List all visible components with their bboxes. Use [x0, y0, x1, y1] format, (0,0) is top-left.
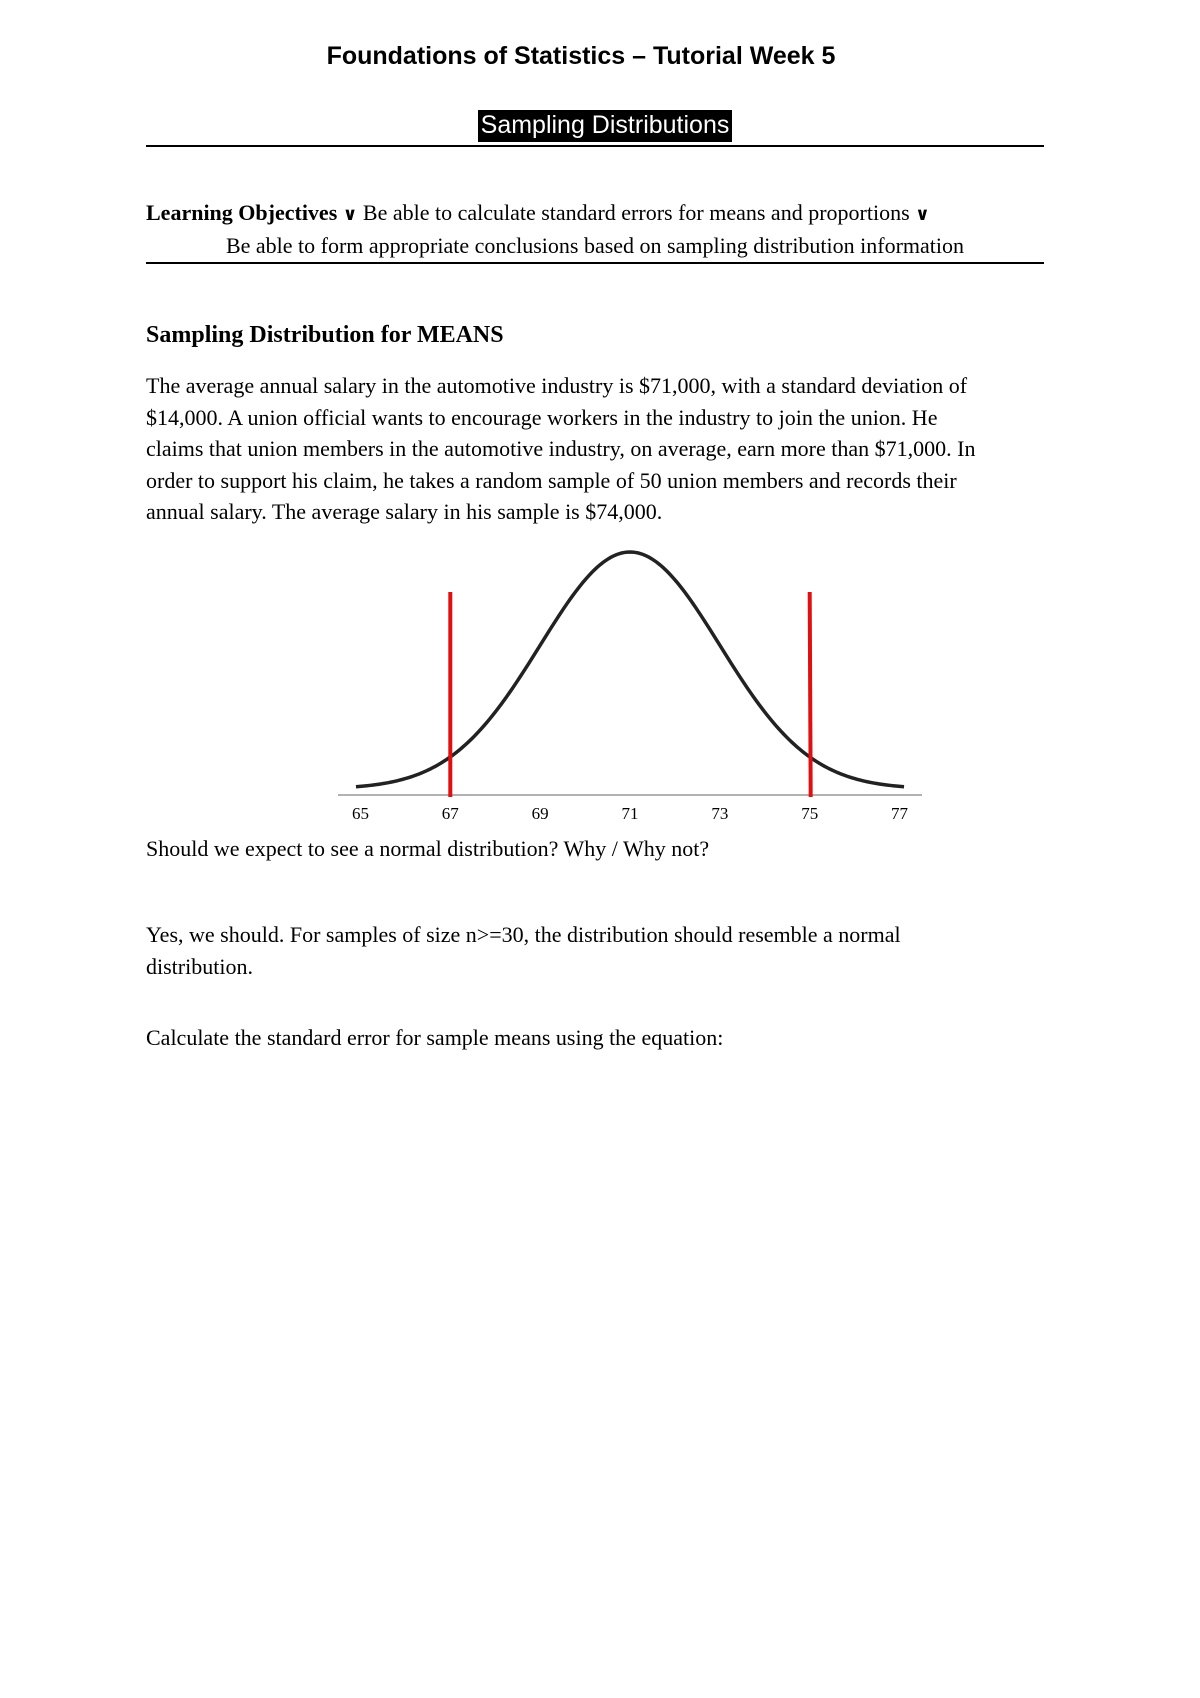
normal-curve: [356, 552, 904, 787]
x-tick-label: 75: [801, 804, 819, 823]
normal-distribution-chart: [330, 540, 930, 825]
x-tick-label: 77: [891, 804, 909, 823]
reference-line-right: [810, 592, 811, 797]
question-text: Should we expect to see a normal distribution? Why / Why not?: [146, 836, 710, 861]
x-tick-label: 67: [441, 804, 459, 823]
subtitle-container: [0, 110, 1200, 142]
x-tick-labels: [352, 804, 909, 823]
divider-top: [146, 145, 1044, 147]
paragraph-line: annual salary. The average salary in his sample is $74,000.: [146, 499, 663, 524]
x-tick-label: 71: [621, 804, 639, 823]
check-icon: ∨: [915, 204, 930, 225]
answer-line: Yes, we should. For samples of size n>=30, the distribution should resemble a normal: [146, 922, 901, 947]
page-subtitle: Sampling Distributions: [478, 110, 733, 142]
learning-objectives: [146, 197, 1044, 261]
answer-text: [146, 919, 1081, 982]
page-title: Foundations of Statistics – Tutorial Week 5: [326, 42, 836, 70]
problem-paragraph: [146, 370, 1081, 528]
check-icon: ∨: [342, 204, 358, 225]
paragraph-line: claims that union members in the automotive industry, on average, earn more than $71,000. In: [146, 436, 976, 461]
x-tick-label: 65: [351, 804, 369, 823]
paragraph-line: order to support his claim, he takes a random sample of 50 union members and records their: [146, 467, 957, 493]
prompt-text: Calculate the standard error for sample means using the equation:: [146, 1025, 724, 1050]
objectives-line-1: [146, 197, 1044, 230]
objective-item-1: Be able to calculate standard errors for means and proportions: [362, 200, 910, 225]
paragraph-line: The average annual salary in the automotive industry is $71,000, with a standard deviation of: [146, 373, 968, 398]
objective-item-2: Be able to form appropriate conclusions based on sampling distribution information: [225, 233, 965, 258]
section-heading: Sampling Distribution for MEANS: [146, 322, 504, 348]
answer-line: distribution.: [146, 953, 253, 979]
x-tick-label: 73: [711, 804, 729, 823]
x-tick-label: 69: [531, 804, 549, 823]
paragraph-line: $14,000. A union official wants to encourage workers in the industry to join the union. He: [146, 404, 938, 430]
divider-objectives: [146, 262, 1044, 264]
objectives-label: Learning Objectives: [146, 200, 338, 225]
